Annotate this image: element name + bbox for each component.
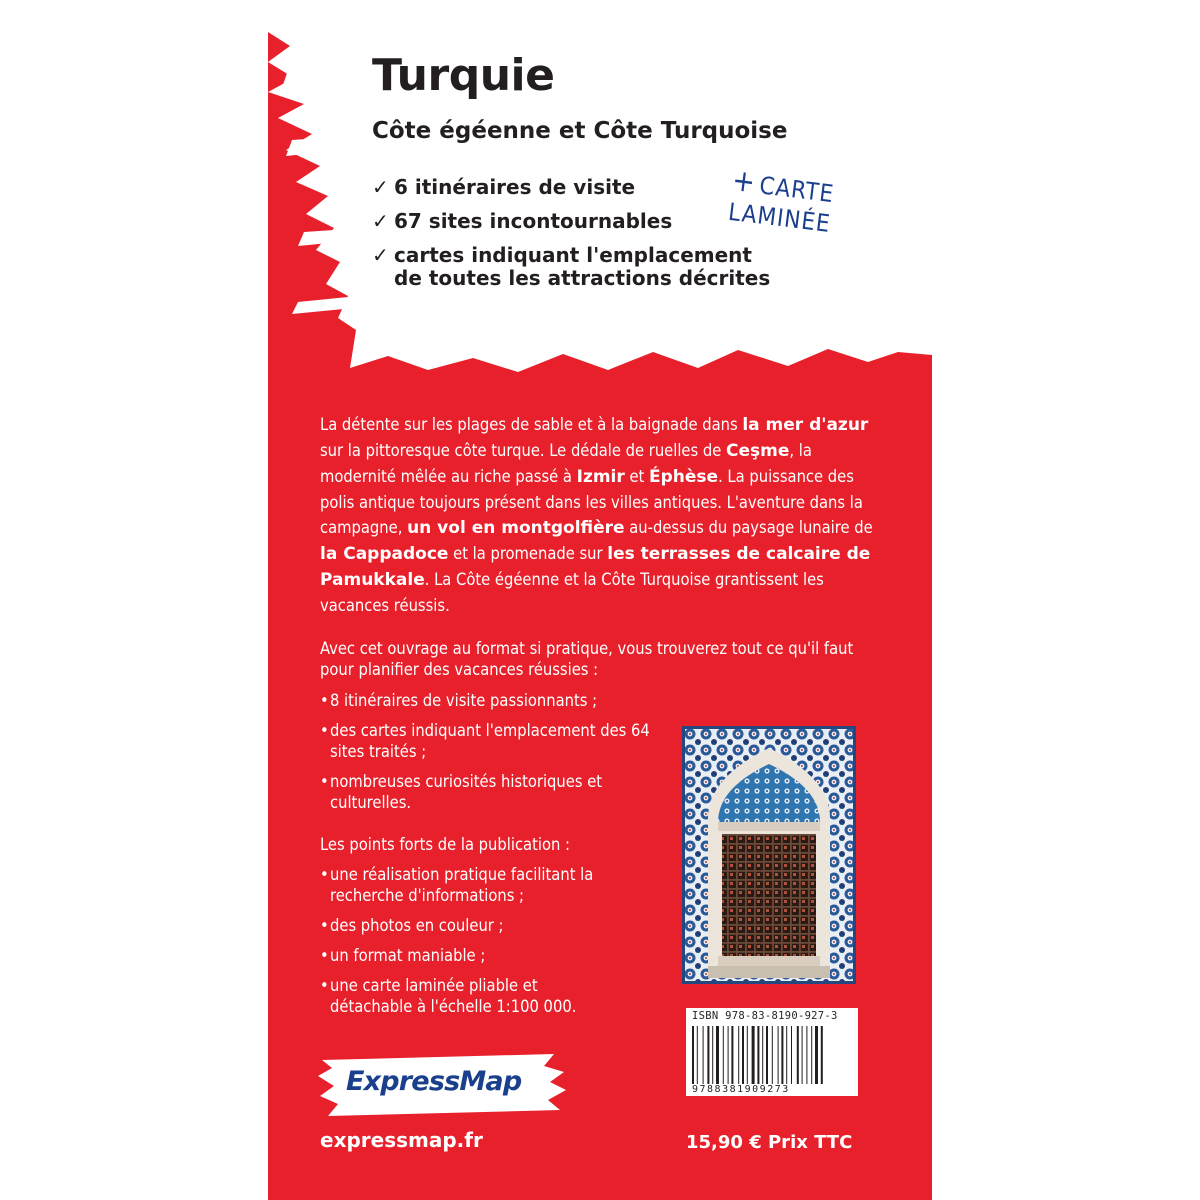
barcode-bar	[811, 1026, 812, 1084]
checklist-item-label: 6 itinéraires de visite	[394, 175, 636, 199]
intro-highlight: la Cappadoce	[320, 544, 449, 564]
intro-paragraph	[320, 412, 880, 618]
price-label: 15,90 € Prix TTC	[686, 1132, 853, 1153]
barcode-bar	[738, 1026, 739, 1084]
barcode-bar	[752, 1026, 755, 1084]
barcode-bar	[766, 1026, 768, 1084]
checklist-item	[372, 244, 774, 290]
list-item	[320, 690, 650, 711]
arched-window-photo	[682, 726, 856, 984]
publisher-url[interactable]: expressmap.fr	[320, 1128, 483, 1152]
laminated-map-stamp	[726, 162, 836, 239]
barcode	[686, 1008, 858, 1096]
intro-text: . La puissance des polis antique toujours présent dans les villes antiques. L'aventure dans la campagne,	[320, 467, 863, 537]
plus-sign: +	[730, 162, 759, 201]
feature-checklist	[372, 176, 774, 301]
barcode-bar	[707, 1026, 709, 1084]
barcode-bar	[731, 1026, 733, 1084]
barcode-bar	[815, 1026, 818, 1084]
barcode-bars	[692, 1026, 846, 1084]
list-item	[320, 945, 610, 966]
barcode-bar	[821, 1026, 823, 1084]
intro-text: sur la pittoresque côte turque. Le dédale de ruelles de	[320, 441, 726, 460]
logo-wordmark: ExpressMap	[346, 1066, 522, 1097]
barcode-bar	[802, 1026, 803, 1084]
barcode-bar	[786, 1026, 787, 1084]
barcode-digits: 9788381909273	[692, 1084, 790, 1095]
bullet-icon: •	[320, 865, 329, 884]
intro-highlight: Ceşme	[726, 441, 790, 461]
intro-text: et la promenade sur	[448, 544, 608, 563]
list-item	[320, 975, 610, 1017]
bullet-icon: •	[320, 772, 329, 791]
checklist-item-label: cartes indiquant l'emplacement de toutes les attractions décrites	[394, 243, 771, 290]
list-item	[320, 771, 650, 813]
list-item	[320, 720, 650, 762]
book-back-cover	[268, 0, 932, 1200]
checklist-item-label: 67 sites incontournables	[394, 209, 673, 233]
barcode-bar	[806, 1026, 807, 1084]
list-item-label: une réalisation pratique facilitant la recherche d'informations ;	[330, 865, 594, 905]
intro-highlight: la mer d'azur	[742, 415, 869, 435]
list-item-label: 8 itinéraires de visite passionnants ;	[330, 691, 598, 710]
barcode-bar	[762, 1026, 763, 1084]
barcode-bar	[703, 1026, 704, 1084]
isbn-number: ISBN 978-83-8190-927-3	[692, 1010, 838, 1022]
list-item-label: nombreuses curiosités historiques et culturelles.	[330, 772, 603, 812]
barcode-bar	[697, 1026, 698, 1084]
check-mark-icon: ✓	[372, 243, 389, 267]
bullet-icon: •	[320, 946, 329, 965]
strengths-lead: Les points forts de la publication :	[320, 835, 570, 854]
intro-highlight: un vol en montgolfière	[407, 518, 625, 538]
barcode-bar	[742, 1026, 744, 1084]
list-item-label: une carte laminée pliable et détachable à l'échelle 1:100 000.	[330, 976, 577, 1016]
bullet-icon: •	[320, 691, 329, 710]
intro-highlight: les terrasses de calcaire de Pamukkale	[320, 544, 871, 590]
barcode-bar	[772, 1026, 773, 1084]
barcode-bar	[716, 1026, 719, 1084]
intro-text: au-dessus du paysage lunaire de	[624, 518, 873, 537]
expressmap-logo[interactable]	[316, 1052, 568, 1118]
practical-list	[320, 690, 650, 822]
barcode-bar	[723, 1026, 724, 1084]
check-mark-icon: ✓	[372, 209, 389, 233]
list-item-label: des photos en couleur ;	[330, 916, 504, 935]
bullet-icon: •	[320, 721, 329, 740]
intro-text: et	[624, 467, 649, 486]
intro-highlight: Éphèse	[649, 467, 719, 487]
bullet-icon: •	[320, 916, 329, 935]
stamp-line-2: LAMINÉE	[726, 197, 833, 239]
list-item-label: des cartes indiquant l'emplacement des 64 sites traités ;	[330, 721, 650, 761]
intro-text: , la modernité mêlée au riche passé à	[320, 441, 812, 486]
intro-text: . La Côte égéenne et la Côte Turquoise grantissent les vacances réussis.	[320, 570, 824, 615]
barcode-bar	[778, 1026, 779, 1084]
list-item-label: un format maniable ;	[330, 946, 486, 965]
stamp-line-1: CARTE	[757, 171, 836, 209]
barcode-bar	[712, 1026, 713, 1084]
checklist-item	[372, 210, 774, 233]
book-subtitle: Côte égéenne et Côte Turquoise	[372, 118, 788, 144]
practical-lead: Avec cet ouvrage au format si pratique, vous trouverez tout ce qu'il faut pour planifier des vacances réussies :	[320, 639, 854, 679]
book-title: Turquie	[372, 50, 555, 101]
barcode-bar	[797, 1026, 799, 1084]
barcode-bar	[757, 1026, 759, 1084]
intro-highlight: Izmir	[576, 467, 625, 487]
barcode-bar	[747, 1026, 748, 1084]
list-item	[320, 915, 610, 936]
bullet-icon: •	[320, 976, 329, 995]
barcode-bar	[781, 1026, 783, 1084]
intro-text: La détente sur les plages de sable et à la baignade dans	[320, 415, 743, 434]
barcode-bar	[728, 1026, 729, 1084]
list-item	[320, 864, 610, 906]
check-mark-icon: ✓	[372, 175, 389, 199]
barcode-bar	[791, 1026, 792, 1084]
barcode-bar	[692, 1026, 694, 1084]
checklist-item	[372, 176, 774, 199]
strengths-list	[320, 864, 610, 1026]
